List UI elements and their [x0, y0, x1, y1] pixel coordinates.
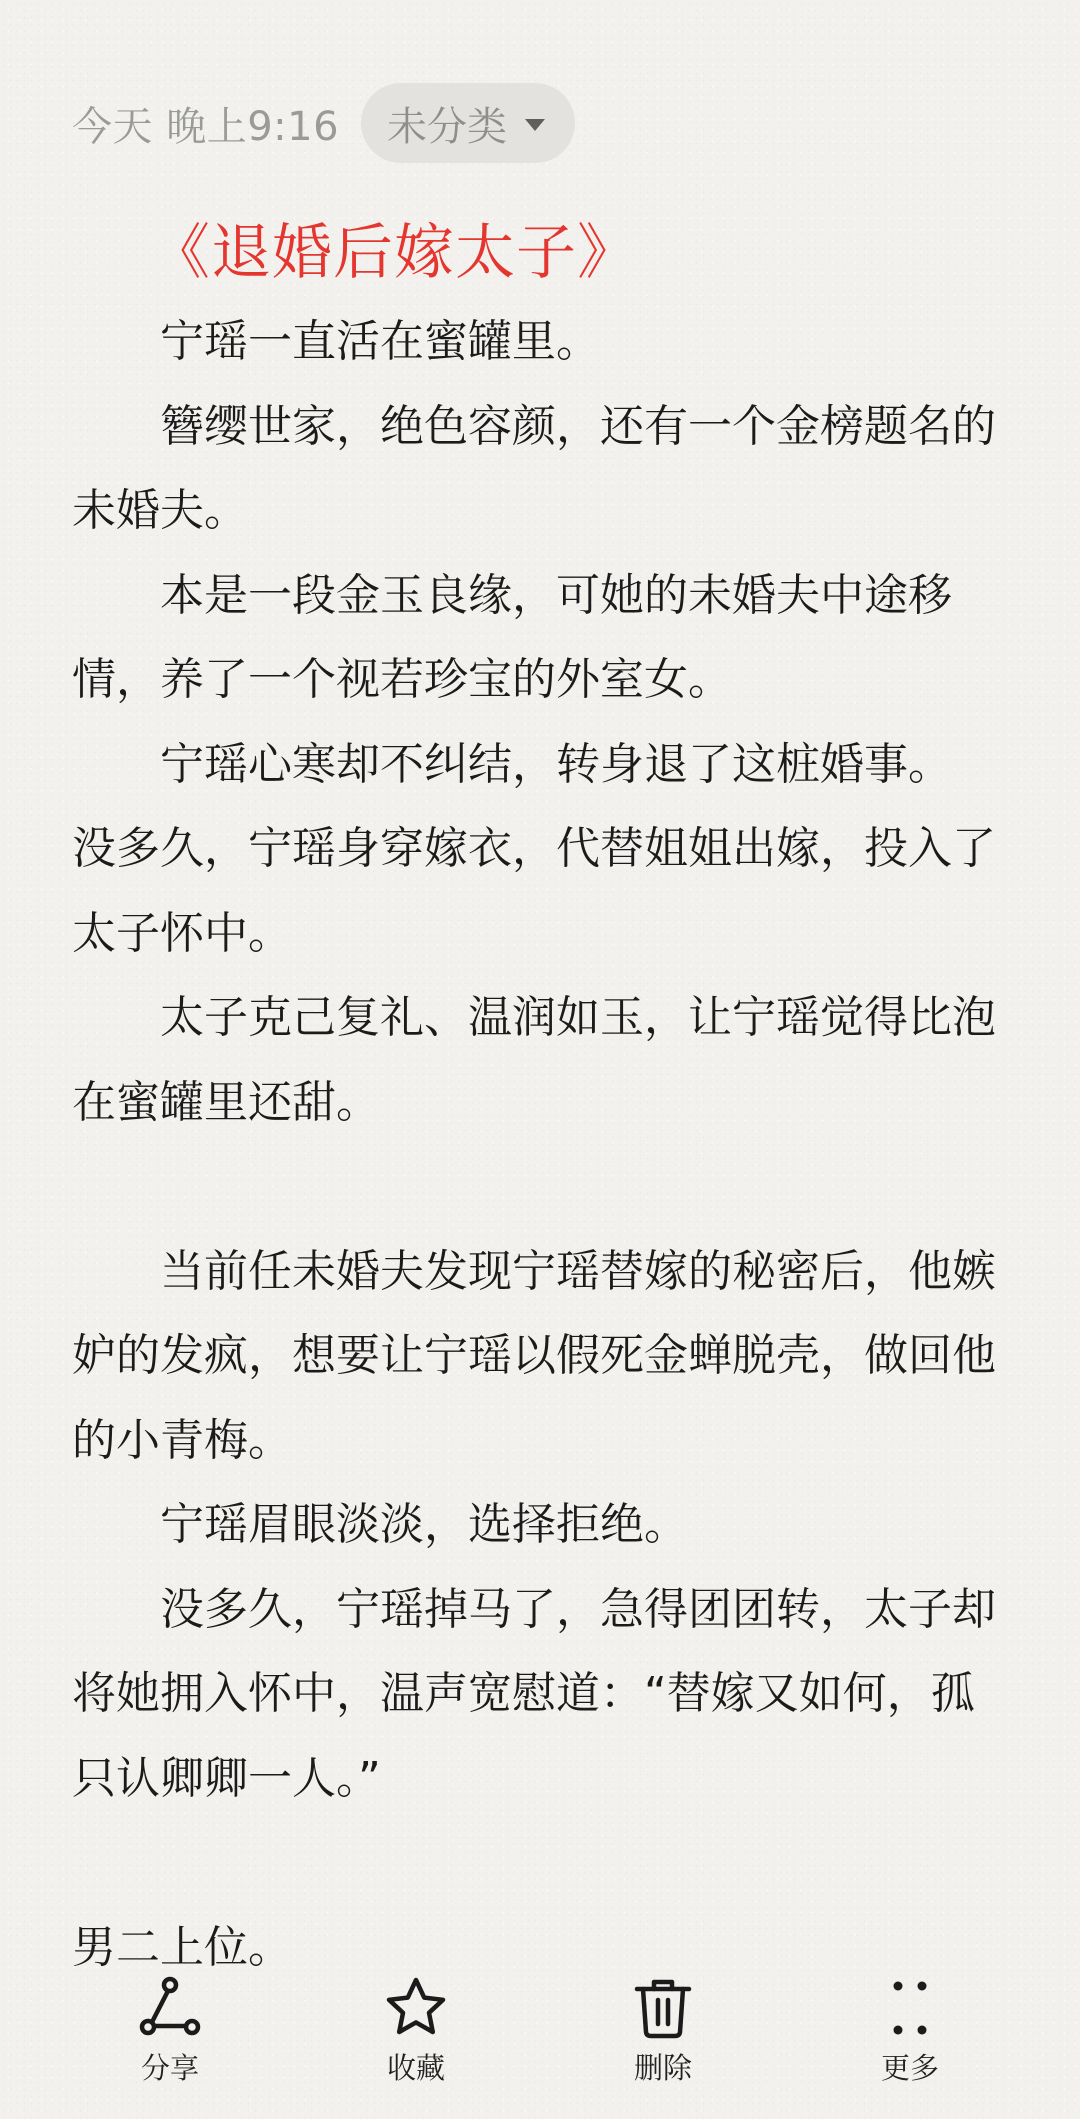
paragraph: 宁瑶眉眼淡淡，选择拒绝。: [160, 1499, 688, 1550]
delete-button[interactable]: [593, 1972, 733, 2087]
favorite-label: 收藏: [386, 2051, 445, 2085]
paragraph: 簪缨世家，绝色容颜，还有一个金榜题名的未婚夫。: [72, 400, 996, 536]
note-body[interactable]: [72, 300, 1008, 1990]
share-icon: [134, 1972, 206, 2044]
blank-line: [72, 1145, 1008, 1230]
paragraph: 宁瑶心寒却不纠结，转身退了这桩婚事。: [160, 738, 952, 790]
share-button[interactable]: [100, 1972, 240, 2087]
more-dots-icon: [874, 1972, 946, 2044]
dropdown-caret-icon: [525, 119, 545, 131]
timestamp: 今天 晚上9:16: [72, 103, 340, 150]
paragraph: 男二上位。: [72, 1921, 292, 1973]
paragraph: 宁瑶一直活在蜜罐里。: [160, 316, 600, 367]
note-header: [72, 82, 575, 164]
more-button[interactable]: [840, 1972, 980, 2087]
star-icon: [380, 1972, 452, 2044]
paragraph: 当前任未婚夫发现宁瑶替嫁的秘密后，他嫉妒的发疯，想要让宁瑶以假死金蝉脱壳，做回他的小青梅。: [72, 1245, 996, 1466]
category-label: 未分类: [387, 103, 508, 150]
more-label: 更多: [880, 2051, 939, 2085]
paragraph: 本是一段金玉良缘，可她的未婚夫中途移情，养了一个视若珍宝的外室女。: [72, 569, 952, 705]
trash-icon: [627, 1972, 699, 2044]
favorite-button[interactable]: [346, 1972, 486, 2087]
paragraph: 太子克己复礼、温润如玉，让宁瑶觉得比泡在蜜罐里还甜。: [72, 992, 996, 1128]
share-label: 分享: [140, 2051, 199, 2085]
delete-label: 删除: [633, 2051, 692, 2085]
bottom-toolbar: [0, 1972, 1080, 2092]
blank-line: [72, 1821, 1008, 1906]
category-selector[interactable]: [361, 83, 575, 163]
paragraph: 没多久，宁瑶身穿嫁衣，代替姐姐出嫁，投入了太子怀中。: [72, 823, 996, 959]
paragraph: 没多久，宁瑶掉马了，急得团团转，太子却将她拥入怀中，温声宽慰道：“替嫁又如何，孤只认卿卿一人。”: [72, 1583, 996, 1804]
note-title[interactable]: 《退婚后嫁太子》: [150, 218, 638, 288]
